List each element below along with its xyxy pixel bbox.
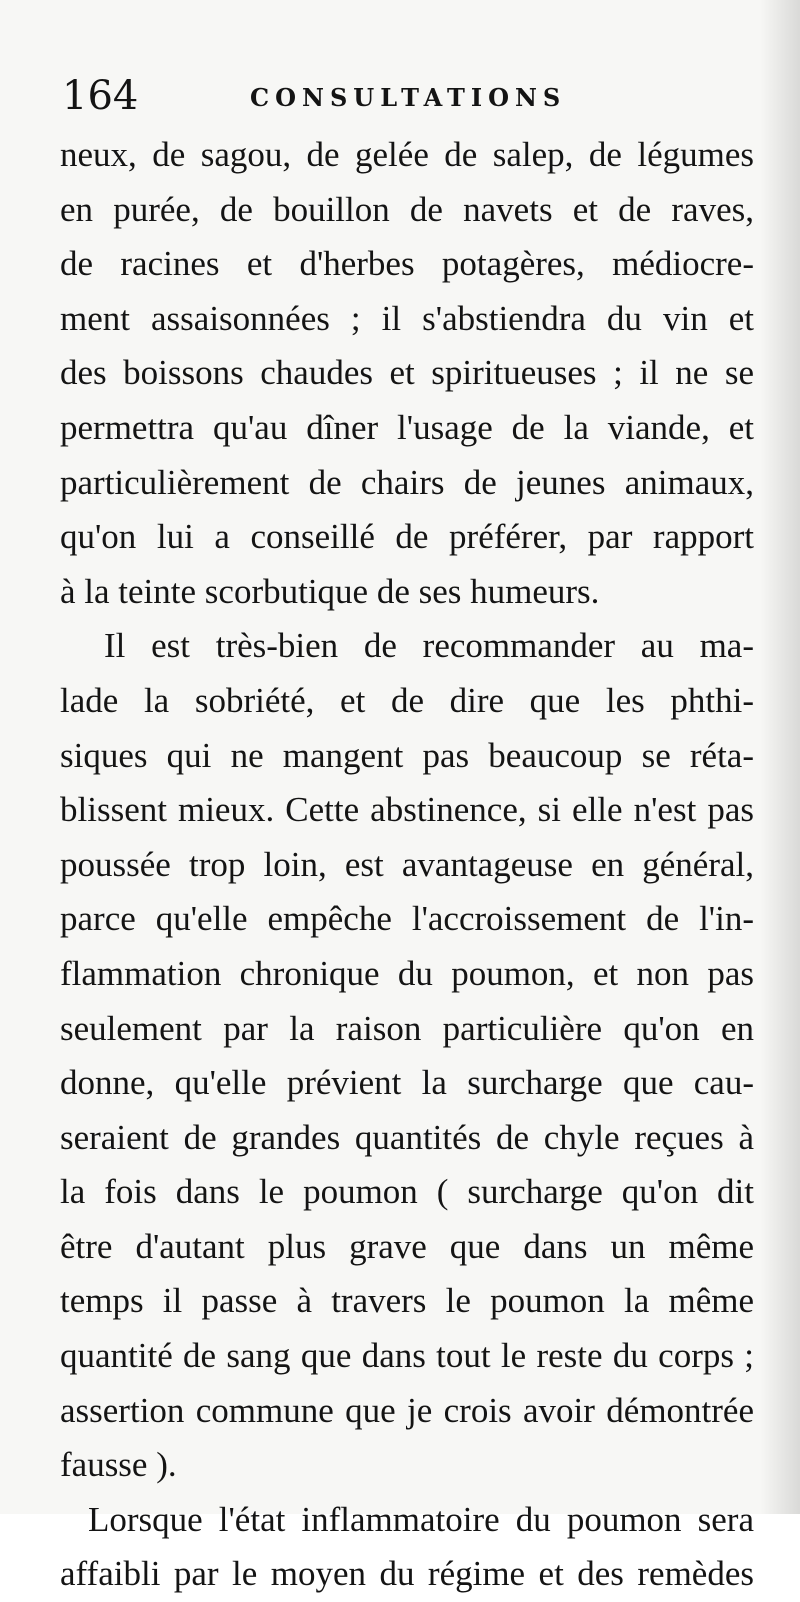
- text-line: poussée trop loin, est avantageuse en général,: [60, 844, 754, 884]
- text-line: en purée, de bouillon de navets et de raves,: [60, 189, 754, 229]
- page-edge-shadow: [760, 0, 800, 1514]
- paragraph-start-line: Il est très-bien de recommander au ma-: [104, 626, 754, 666]
- text-line: assertion commune que je crois avoir démontrée: [60, 1390, 754, 1430]
- running-head: [62, 70, 762, 122]
- text-line: neux, de sagou, de gelée de salep, de légumes: [60, 135, 754, 174]
- text-line: seraient de grandes quantités de chyle reçues à: [60, 1117, 754, 1157]
- text-line: donne, qu'elle prévient la surcharge que cau-: [60, 1063, 754, 1103]
- text-line: être d'autant plus grave que dans un même: [60, 1226, 754, 1266]
- body-text: [60, 128, 754, 1602]
- text-line: lade la sobriété, et de dire que les phthi-: [60, 680, 754, 720]
- text-line: temps il passe à travers le poumon la même: [60, 1281, 754, 1321]
- page-number: 164: [62, 73, 139, 119]
- text-line: quantité de sang que dans tout le reste du corps ;: [60, 1336, 754, 1376]
- text-line: permettra qu'au dîner l'usage de la viande, et: [60, 407, 754, 447]
- text-line: la fois dans le poumon ( surcharge qu'on dit: [60, 1172, 754, 1212]
- text-line: des boissons chaudes et spiritueuses ; il ne se: [60, 353, 754, 393]
- paragraph-end-line: à la teinte scorbutique de ses humeurs.: [60, 571, 600, 611]
- text-line: seulement par la raison particulière qu'on en: [60, 1008, 754, 1048]
- text-line: qu'on lui a conseillé de préférer, par rapport: [60, 517, 754, 557]
- running-title: CONSULTATIONS: [250, 83, 567, 112]
- paragraph-start-line: Lorsque l'état inflammatoire du poumon sera: [88, 1499, 754, 1539]
- text-line: particulièrement de chairs de jeunes animaux,: [60, 462, 754, 502]
- text-line: affaibli par le moyen du régime et des remèdes: [60, 1554, 754, 1594]
- paragraph-end-line: fausse ).: [60, 1445, 177, 1485]
- text-line: siques qui ne mangent pas beaucoup se réta-: [60, 735, 754, 775]
- text-line: ment assaisonnées ; il s'abstiendra du vin et: [60, 298, 754, 338]
- text-line: de racines et d'herbes potagères, médiocre-: [60, 244, 754, 284]
- text-line: flammation chronique du poumon, et non pas: [60, 953, 754, 993]
- text-line: blissent mieux. Cette abstinence, si elle n'est pas: [60, 790, 754, 830]
- text-line: parce qu'elle empêche l'accroissement de l'in-: [60, 899, 754, 939]
